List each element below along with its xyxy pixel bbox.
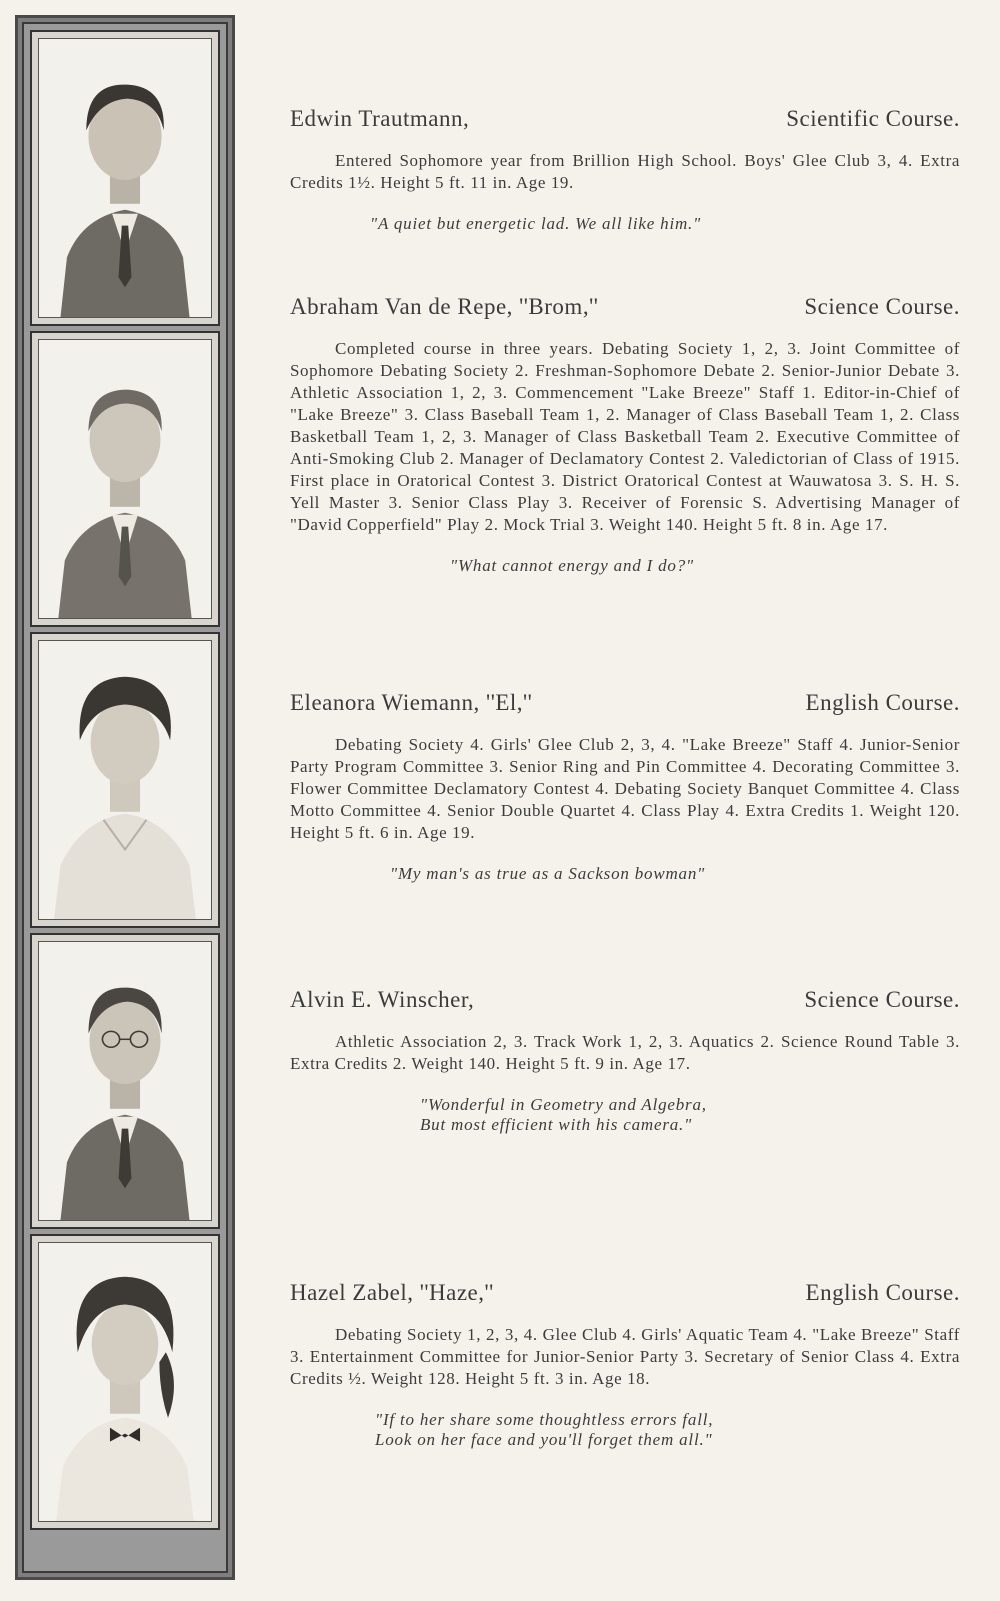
portrait-photo-edwin	[38, 38, 212, 318]
entry-alvin-winscher	[290, 987, 970, 1135]
quote-line: But most efficient with his camera."	[420, 1115, 693, 1134]
activities-text: Completed course in three years. Debating Society 1, 2, 3. Joint Committee of Sophomore Debating Society 2. Freshman-Sophomore Debate 2. Senior-Junior Debate 3. Athletic Association 1, 2, 3. Commencement "Lake Breeze" Staff 1. Editor-in-Chief of "Lake Breeze" 3. Class Baseball Team 1, 2. Manager of Class Baseball Team 1, 2. Class Basketball Team 1, 2, 3. Manager of Class Basketball Team 2. Executive Committee of Anti-Smoking Club 2. Manager of Declamatory Contest 2. Valedictorian of Class of 1915. First place in Oratorical Contest 3. District Oratorical Contest at Wauwatosa 3. S. H. S. Yell Master 3. Senior Class Play 3. Receiver of Forensic S. Advertising Manager of "David Copperfield" Play 2. Mock Trial 3. Weight 140. Height 5 ft. 8 in. Age 17.	[290, 339, 960, 534]
class-quote	[375, 1410, 970, 1450]
quote-line: "What cannot energy and I do?"	[450, 556, 694, 575]
student-name: Edwin Trautmann,	[290, 106, 470, 131]
entry-edwin-trautmann	[290, 106, 970, 234]
entry-header	[290, 294, 960, 320]
student-name: Hazel Zabel, ''Haze,''	[290, 1280, 494, 1305]
entry-header	[290, 106, 960, 132]
activities-text: Debating Society 1, 2, 3, 4. Glee Club 4. Girls' Aquatic Team 4. "Lake Breeze" Staff 3. Entertainment Committee for Junior-Senior Party 3. Secretary of Senior Class 4. Extra Credits ½. Weight 128. Height 5 ft. 3 in. Age 18.	[290, 1325, 960, 1388]
activities-text: Debating Society 4. Girls' Glee Club 2, 3, 4. "Lake Breeze" Staff 4. Junior-Senior Party Program Committee 3. Senior Ring and Pin Committee 4. Decorating Committee 3. Flower Committee Declamatory Contest 4. Debating Society Banquet Committee 4. Class Motto Committee 4. Senior Double Quartet 4. Class Play 4. Extra Credits 1. Weight 120. Height 5 ft. 6 in. Age 19.	[290, 735, 960, 842]
portrait-photo-abraham	[38, 339, 212, 619]
activities-text: Entered Sophomore year from Brillion High School. Boys' Glee Club 3, 4. Extra Credits 1½. Height 5 ft. 11 in. Age 19.	[290, 151, 960, 192]
course-name: Science Course.	[804, 987, 960, 1012]
quote-line: "If to her share some thoughtless errors fall,	[375, 1410, 714, 1429]
quote-line: "Wonderful in Geometry and Algebra,	[420, 1095, 707, 1114]
quote-line: Look on her face and you'll forget them all."	[375, 1430, 713, 1449]
portrait-photo-hazel	[38, 1242, 212, 1522]
class-quote	[450, 556, 970, 576]
course-name: English Course.	[805, 690, 960, 715]
student-name: Abraham Van de Repe, ''Brom,''	[290, 294, 599, 319]
portrait-frame-inner	[22, 22, 228, 1573]
entry-header	[290, 987, 960, 1013]
portrait-slot-5	[30, 1234, 220, 1530]
entry-header	[290, 690, 960, 716]
class-quote	[420, 1095, 970, 1135]
student-name: Eleanora Wiemann, ''El,''	[290, 690, 533, 715]
portrait-slot-3	[30, 632, 220, 928]
entry-eleanora-wiemann	[290, 690, 970, 884]
course-name: Scientific Course.	[786, 106, 960, 131]
entry-header	[290, 1280, 960, 1306]
portrait-slot-4	[30, 933, 220, 1229]
course-name: Science Course.	[804, 294, 960, 319]
portrait-frame-column	[15, 15, 235, 1580]
class-quote	[370, 214, 970, 234]
portrait-slot-2	[30, 331, 220, 627]
portrait-photo-eleanora	[38, 640, 212, 920]
activities-text: Athletic Association 2, 3. Track Work 1, 2, 3. Aquatics 2. Science Round Table 3. Extra Credits 2. Weight 140. Height 5 ft. 9 in. Age 17.	[290, 1032, 960, 1073]
student-name: Alvin E. Winscher,	[290, 987, 475, 1012]
course-name: English Course.	[805, 1280, 960, 1305]
quote-line: "A quiet but energetic lad. We all like him."	[370, 214, 702, 233]
portrait-slot-1	[30, 30, 220, 326]
quote-line: "My man's as true as a Sackson bowman"	[390, 864, 706, 883]
portrait-photo-alvin	[38, 941, 212, 1221]
class-quote	[390, 864, 970, 884]
entry-hazel-zabel	[290, 1280, 970, 1450]
entry-abraham-van-de-repe	[290, 294, 970, 576]
